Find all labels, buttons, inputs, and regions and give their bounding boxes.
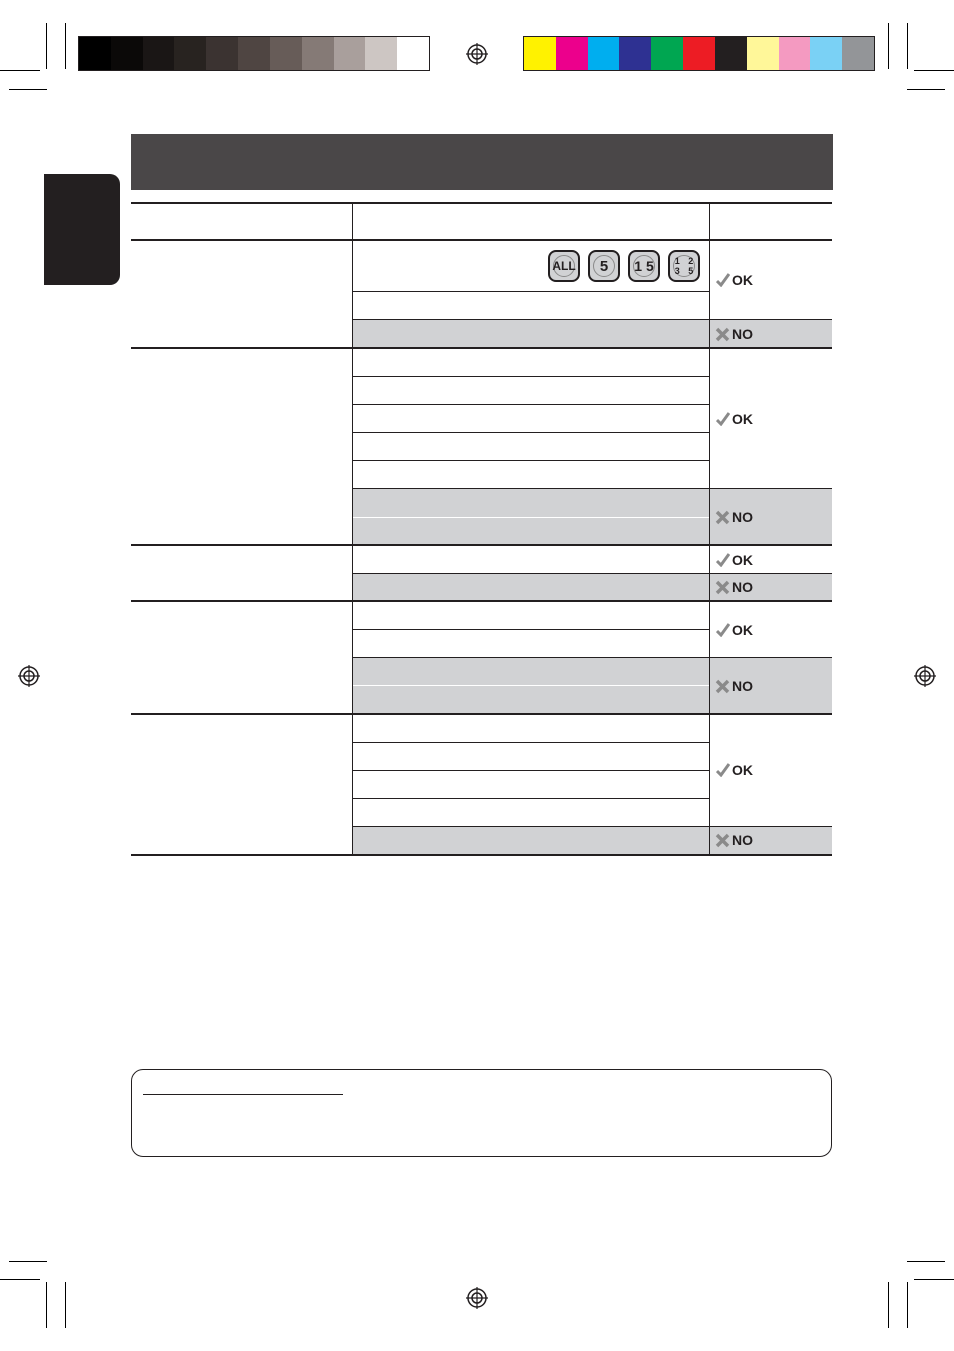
shaded-row [353,658,832,714]
check-icon [716,763,730,777]
region-1-5-icon: 1 5 [628,250,660,282]
color-swatch [270,37,302,70]
table-rule [131,202,832,204]
row-divider [353,573,832,574]
cross-icon [715,679,730,694]
row-divider [353,770,710,771]
no-mark: NO [715,326,753,342]
region-all-icon: ALL [548,250,580,282]
color-swatch [842,37,874,70]
shaded-row [353,574,832,600]
row-divider [353,629,710,630]
color-swatch [524,37,556,70]
cross-icon [715,327,730,342]
table-rule [131,854,832,856]
row-divider [353,742,710,743]
column-divider [352,202,353,855]
row-divider [353,460,710,461]
row-divider [353,488,832,489]
row-divider [353,826,832,827]
registration-target-icon [914,665,936,687]
group-divider [131,544,832,546]
row-divider [353,291,710,292]
color-swatch [334,37,366,70]
color-swatch [365,37,397,70]
cross-icon [715,510,730,525]
no-mark: NO [715,678,753,694]
cross-icon [715,833,730,848]
ok-mark: OK [716,762,753,778]
shaded-row [353,320,832,347]
color-swatch [715,37,747,70]
row-divider [353,798,710,799]
grayscale-color-bar [78,36,430,71]
process-color-bar [523,36,875,71]
color-swatch [747,37,779,70]
no-mark: NO [715,579,753,595]
registration-target-icon [466,1287,488,1309]
region-5-icon: 5 [588,250,620,282]
row-divider [353,319,832,320]
shaded-row [353,827,832,855]
color-swatch [174,37,206,70]
color-swatch [111,37,143,70]
color-swatch [238,37,270,70]
region-1-2-3-5-icon: 1 2 3 5 [668,250,700,282]
check-icon [716,623,730,637]
registration-target-icon [466,43,488,65]
column-divider [709,202,710,855]
ok-mark: OK [716,552,753,568]
color-swatch [79,37,111,70]
check-icon [716,553,730,567]
group-divider [131,713,832,715]
check-icon [716,412,730,426]
row-divider [353,685,710,686]
color-swatch [588,37,620,70]
row-divider [353,517,710,518]
group-divider [131,347,832,349]
ok-mark: OK [716,411,753,427]
color-swatch [397,37,429,70]
color-swatch [302,37,334,70]
group-divider [131,600,832,602]
no-mark: NO [715,832,753,848]
row-divider [353,404,710,405]
registration-target-icon [18,665,40,687]
ok-mark: OK [716,622,753,638]
color-swatch [779,37,811,70]
check-icon [716,273,730,287]
note-box [131,1069,832,1157]
color-swatch [810,37,842,70]
ok-mark: OK [716,272,753,288]
note-heading-rule [143,1094,343,1095]
row-divider [353,376,710,377]
table-rule [131,239,832,241]
row-divider [353,657,832,658]
color-swatch [683,37,715,70]
color-swatch [556,37,588,70]
cross-icon [715,580,730,595]
color-swatch [619,37,651,70]
no-mark: NO [715,509,753,525]
color-swatch [651,37,683,70]
color-swatch [206,37,238,70]
section-header-bar [131,134,833,190]
language-side-tab [44,174,120,285]
color-swatch [143,37,175,70]
row-divider [353,432,710,433]
